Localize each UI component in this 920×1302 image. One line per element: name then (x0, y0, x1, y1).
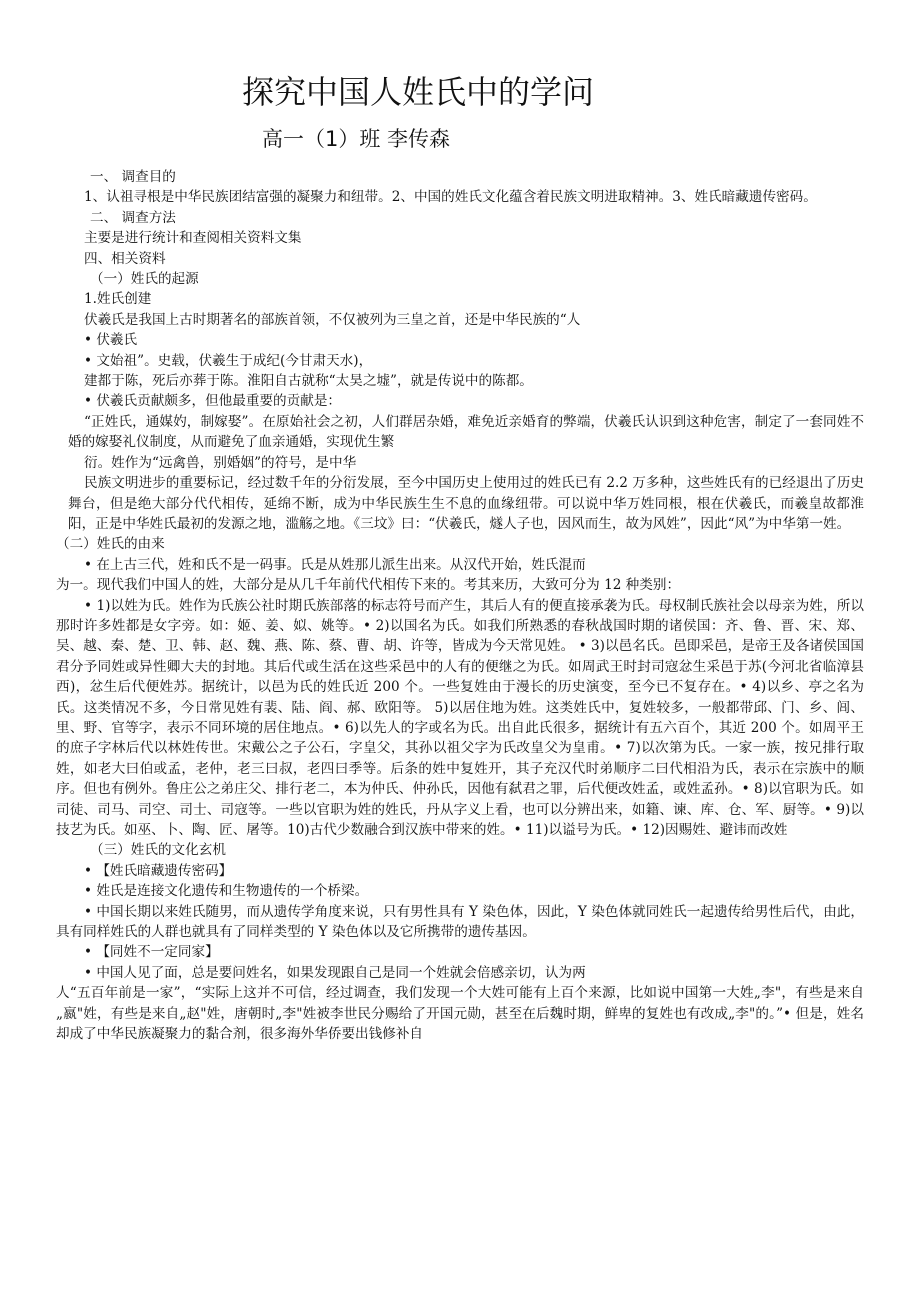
paragraph: 衍。姓作为“远禽兽，别婚姻”的符号，是中华 (84, 454, 357, 471)
paragraph: 建都于陈，死后亦葬于陈。淮阳自古就称“太昊之墟”，就是传说中的陈都。 (84, 373, 533, 390)
author-line: 高一（1）班 李传森 (262, 127, 451, 151)
page-title: 探究中国人姓氏中的学问 (242, 73, 595, 111)
paragraph: 伏羲氏是我国上古时期著名的部族首领，不仅被列为三皇之首，还是中华民族的“人 (84, 311, 581, 328)
paragraph: 主要是进行统计和查阅相关资料文集 (84, 230, 302, 247)
subsection-heading: 1.姓氏创建 (84, 291, 152, 308)
bullet-item: • 伏羲氏贡献颇多，但他最重要的贡献是： (84, 393, 342, 410)
section-heading: 二、 调查方法 (90, 209, 176, 226)
document-body (56, 167, 864, 1044)
bullet-item: • 【同姓不一定同家】 (84, 944, 219, 961)
paragraph: 人“五百年前是一家”，“实际上这并不可信，经过调查，我们发现一个大姓可能有上百个来源，比如说中国第一大姓„李"，有些是来自„嬴"姓，有些是来自„赵"姓，唐朝时„李"姓被李世民分赐给了开国元勋，甚至在后魏时期，鲜卑的复姓也有改成„李"的。”• 但是，姓名却成了中华民族凝聚力的黏合剂，很多海外华侨要出钱修补自 (56, 985, 864, 1043)
paragraph: • 中国长期以来姓氏随男，而从遗传学角度来说，只有男性具有 Y 染色体，因此，Y 染色体就同姓氏一起遗传给男性后代，由此，具有同样姓氏的人群也就具有了同样类型的 Y 染色体以及它所携带的遗传基因。 (56, 903, 864, 941)
paragraph: 为一。现代我们中国人的姓，大部分是从几千年前代代相传下来的。考其来历，大致可分为 12 种类别： (56, 577, 681, 594)
bullet-item: • 在上古三代，姓和氏不是一码事。氏是从姓那儿派生出来。从汉代开始，姓氏混而 (84, 556, 586, 573)
bullet-item: • 伏羲氏 (84, 332, 138, 349)
subsection-heading: （一）姓氏的起源 (90, 271, 199, 288)
subsection-heading: （三）姓氏的文化玄机 (90, 842, 226, 859)
paragraph: 民族文明进步的重要标记，经过数千年的分衍发展，至今中国历史上使用过的姓氏已有 2.2 万多种，这些姓氏有的已经退出了历史舞台，但是绝大部分代代相传，延绵不断，成为中华民族生生不息的血缘纽带。可以说中华万姓同根，根在伏羲氏，而羲皇故都淮阳，正是中华姓氏最初的发源之地，滥觞之地。《三坟》曰：“伏羲氏，燧人子也，因风而生，故为风姓”，因此“风”为中华第一姓。 (68, 475, 864, 532)
paragraph: • 1)以姓为氏。姓作为氏族公社时期氏族部落的标志符号而产生，其后人有的便直接承袭为氏。母权制氏族社会以母亲为姓，所以那时许多姓都是女字旁。如：姬、姜、姒、姚等。• 2)以国名为氏。如我们所熟悉的春秋战国时期的诸侯国：齐、鲁、晋、宋、郑、吴、越、秦、楚、卫、韩、赵、魏、燕、陈、蔡、曹、胡、许等，皆成为今天常见姓。 • 3)以邑名氏。邑即采邑，是帝王及各诸侯国国君分予同姓或异性卿大夫的封地。其后代或生活在这些采邑中的人有的便继之为氏。如周武王时封司寇忿生采邑于苏(今河北省临漳县西)，忿生后代便姓苏。据统计，以邑为氏的姓氏近 200 个。一些复姓由于漫长的历史演变，至今已不复存在。• 4)以乡、亭之名为氏。这类情况不多，今日常见姓有裴、陆、阎、郝、欧阳等。 5)以居住地为姓。这类姓氏中，复姓较多，一般都带邱、门、乡、闾、里、野、官等字，表示不同环境的居住地点。• 6)以先人的字或名为氏。出自此氏很多，据统计有五六百个，其近 200 个。如周平王的庶子字林后代以林姓传世。宋戴公之子公石，字皇父，其孙以祖父字为氏改皇父为皇甫。• 7)以次第为氏。一家一族，按兄排行取姓，如老大曰伯或孟，老仲，老三曰叔，老四曰季等。后条的姓中复姓开，其子充汉代时弟顺序二曰代相沿为氏，表示在宗族中的顺序。但也有例外。鲁庄公之弟庄父、排行老二，本为仲氏、仲孙氏，因他有弑君之罪，后代便改姓孟，或姓孟孙。• 8)以官职为氏。如司徒、司马、司空、司士、司寇等。一些以官职为姓的姓氏，丹从字义上看，也可以分辨出来，如籍、谏、库、仓、军、厨等。• 9)以技艺为氏。如巫、卜、陶、匠、屠等。10)古代少数融合到汉族中带来的姓。• 11)以谥号为氏。• 12)因赐姓、避讳而改姓 (56, 597, 864, 838)
paragraph: 1、认祖寻根是中华民族团结富强的凝聚力和纽带。2、中国的姓氏文化蕴含着民族文明进取精神。3、姓氏暗藏遗传密码。 (84, 189, 817, 206)
section-heading: 一、 调查目的 (90, 169, 176, 185)
bullet-item: • 【姓氏暗藏遗传密码】 (84, 862, 233, 879)
section-heading: 四、相关资料 (84, 250, 166, 267)
bullet-item: • 文始祖”。史载，伏羲生于成纪(今甘肃天水)， (84, 352, 373, 369)
subsection-heading: （二）姓氏的由来 (56, 536, 165, 553)
paragraph: “正姓氏，通媒妁，制嫁娶”。在原始社会之初，人们群居杂婚，难免近亲婚育的弊端，伏羲氏认识到这种危害，制定了一套同姓不婚的嫁娶礼仪制度，从而避免了血亲通婚，实现优生繁 (68, 413, 864, 451)
bullet-item: • 姓氏是连接文化遗传和生物遗传的一个桥梁。 (84, 883, 369, 900)
bullet-item: • 中国人见了面，总是要问姓名，如果发现跟自己是同一个姓就会倍感亲切，认为两 (84, 964, 586, 981)
